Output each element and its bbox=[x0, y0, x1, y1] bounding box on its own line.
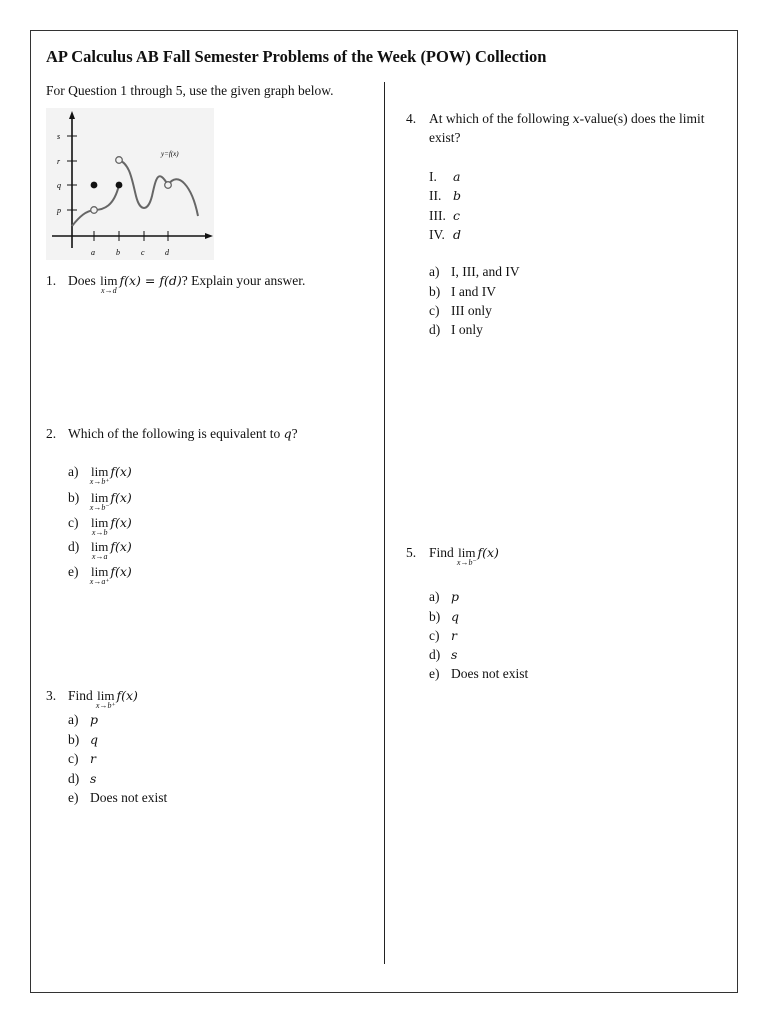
q4-text-line2: exist? bbox=[429, 130, 461, 145]
q1-expression: f(x) = f(d) bbox=[119, 273, 182, 288]
q5-number: 5. bbox=[406, 545, 417, 560]
q4-roman-2: II. b bbox=[429, 188, 462, 203]
q3-limit: lim x→b⁺ bbox=[95, 688, 116, 710]
q5-limit: lim x→b⁻ bbox=[456, 545, 477, 567]
closed-point-b bbox=[116, 182, 123, 189]
q5-choice-d: d) s bbox=[429, 647, 458, 662]
q5-choice-c: c) r bbox=[429, 628, 457, 643]
open-point-d bbox=[165, 182, 172, 189]
q2-choice-d: d) lim x→a f(x) bbox=[68, 539, 132, 561]
q5-choice-b: b) q bbox=[429, 609, 460, 624]
q2-choice-c: c) lim x→b f(x) bbox=[68, 515, 132, 537]
q3-number: 3. bbox=[46, 688, 57, 703]
x-tick-label-c: c bbox=[141, 248, 145, 257]
q2-choice-b: b) lim x→b⁻ f(x) bbox=[68, 490, 132, 512]
y-tick-label-s: s bbox=[57, 132, 61, 141]
q1-text bbox=[68, 273, 306, 295]
q4-roman-4: IV. d bbox=[429, 227, 462, 242]
q1-limit: lim x→d bbox=[100, 273, 118, 295]
q3-text: Find lim x→b⁺ f(x) bbox=[68, 688, 138, 710]
y-tick-label-r: r bbox=[57, 157, 61, 166]
page-title: AP Calculus AB Fall Semester Problems of the Week (POW) Collection bbox=[46, 47, 547, 66]
q5-choice-a: a) p bbox=[429, 589, 460, 604]
q4-text-line1: At which of the following x-value(s) does the limit bbox=[429, 111, 705, 126]
q1-lead: Does bbox=[68, 273, 96, 288]
graph-background bbox=[46, 108, 214, 260]
function-graph bbox=[46, 108, 214, 260]
q4-roman-3: III. c bbox=[429, 208, 461, 223]
q1-tail: ? Explain your answer. bbox=[181, 273, 306, 288]
y-tick-label-p: p bbox=[57, 206, 61, 215]
q4-choice-b: b) I and IV bbox=[429, 284, 496, 299]
q5-text: Find lim x→b⁻ f(x) bbox=[429, 545, 499, 567]
q4-choice-d: d) I only bbox=[429, 322, 483, 337]
x-tick-label-b: b bbox=[116, 248, 120, 257]
x-tick-label-d: d bbox=[165, 248, 169, 257]
q4-number: 4. bbox=[406, 111, 417, 126]
q4-choice-c: c) III only bbox=[429, 303, 492, 318]
x-tick-label-a: a bbox=[91, 248, 95, 257]
q2-text: Which of the following is equivalent to q? bbox=[68, 426, 298, 441]
q2-number: 2. bbox=[46, 426, 57, 441]
q3-choice-b: b) q bbox=[68, 732, 99, 747]
q5-choice-e: e) Does not exist bbox=[429, 666, 529, 681]
q2-choice-a: a) lim x→b⁺ f(x) bbox=[68, 464, 132, 486]
q3-choice-c: c) r bbox=[68, 751, 96, 766]
q3-choice-d: d) s bbox=[68, 771, 97, 786]
curve-label: y=f(x) bbox=[161, 150, 179, 158]
column-divider bbox=[384, 82, 385, 964]
intro-text: For Question 1 through 5, use the given graph below. bbox=[46, 83, 334, 98]
q4-choice-a: a) I, III, and IV bbox=[429, 264, 520, 279]
q3-choice-e: e) Does not exist bbox=[68, 790, 168, 805]
q1-number: 1. bbox=[46, 273, 57, 288]
q4-roman-1: I. a bbox=[429, 169, 461, 184]
open-point-a bbox=[91, 207, 98, 214]
y-tick-label-q: q bbox=[57, 181, 61, 190]
open-point-b bbox=[116, 157, 123, 164]
q3-choice-a: a) p bbox=[68, 712, 99, 727]
closed-point-a bbox=[91, 182, 98, 189]
q2-choice-e: e) lim x→a⁺ f(x) bbox=[68, 564, 132, 586]
